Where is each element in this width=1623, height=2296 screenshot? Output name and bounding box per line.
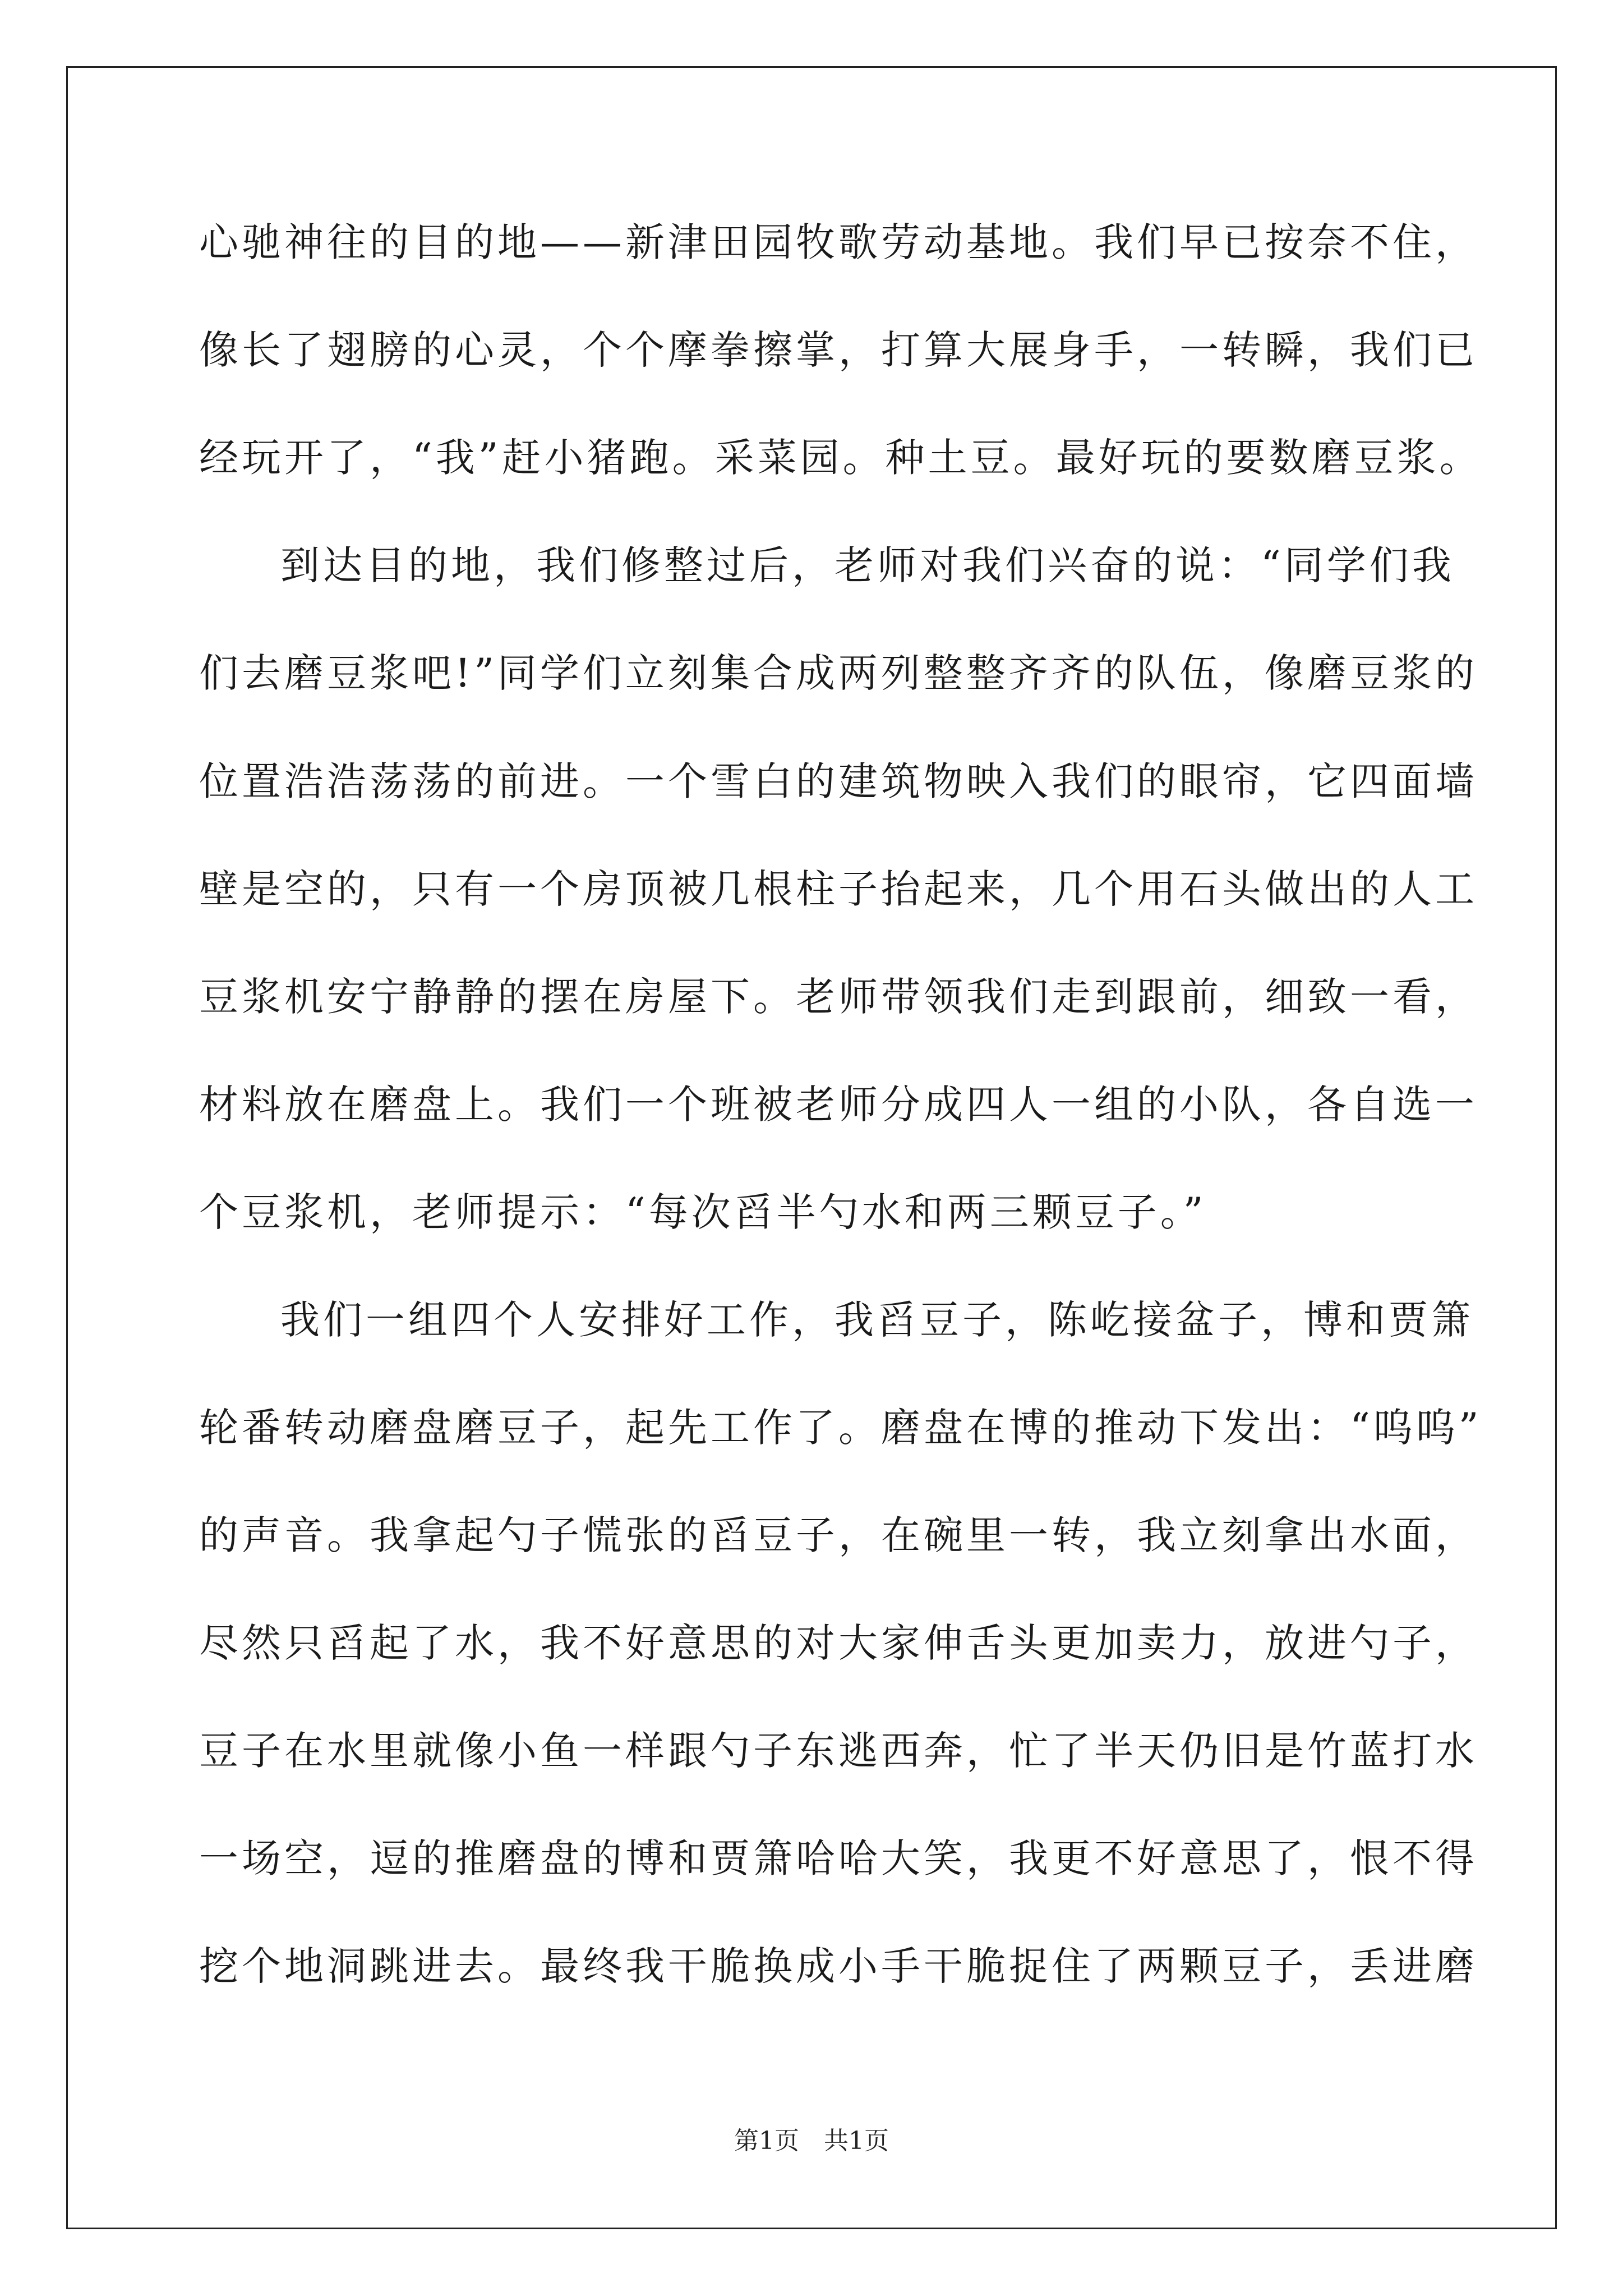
text-line: 们去磨豆浆吧!”同学们立刻集合成两列整整齐齐的队伍，像磨豆浆的 [199, 650, 1478, 696]
page-footer: 第1页 共1页 [734, 2127, 889, 2155]
text-line: 像长了翅膀的心灵，个个摩拳擦掌，打算大展身手，一转瞬，我们已 [199, 327, 1478, 373]
text-line: 豆子在水里就像小鱼一样跟勺子东逃西奔，忙了半天仍旧是竹蓝打水 [199, 1728, 1478, 1774]
text-line: 材料放在磨盘上。我们一个班被老师分成四人一组的小队，各自选一 [199, 1082, 1478, 1128]
text-line: 壁是空的，只有一个房顶被几根柱子抬起来，几个用石头做出的人工 [199, 866, 1478, 912]
text-line: 豆浆机安宁静静的摆在房屋下。老师带领我们走到跟前，细致一看， [199, 974, 1478, 1020]
text-line: 尽然只舀起了水，我不好意思的对大家伸舌头更加卖力，放进勺子， [199, 1620, 1478, 1666]
text-line: 的声音。我拿起勺子慌张的舀豆子，在碗里一转，我立刻拿出水面， [199, 1512, 1478, 1558]
text-line: 个豆浆机，老师提示：“每次舀半勺水和两三颗豆子。” [199, 1189, 1207, 1235]
text-line: 轮番转动磨盘磨豆子，起先工作了。磨盘在博的推动下发出：“呜呜” [199, 1405, 1482, 1451]
text-line: 心驰神往的目的地——新津田园牧歌劳动基地。我们早已按奈不住， [199, 219, 1478, 265]
paragraph-start-line: 到达目的地，我们修整过后，老师对我们兴奋的说：“同学们我 [280, 542, 1455, 588]
text-line: 挖个地洞跳进去。最终我干脆换成小手干脆捉住了两颗豆子，丢进磨 [199, 1943, 1478, 1989]
text-line: 位置浩浩荡荡的前进。一个雪白的建筑物映入我们的眼帘，它四面墙 [199, 758, 1478, 804]
page-border [66, 66, 1557, 2229]
paragraph-start-line: 我们一组四个人安排好工作，我舀豆子，陈屹接盆子，博和贾箫 [280, 1297, 1474, 1343]
text-line: 经玩开了，“我”赶小猪跑。采菜园。种土豆。最好玩的要数磨豆浆。 [199, 435, 1482, 481]
text-line: 一场空，逗的推磨盘的博和贾箫哈哈大笑，我更不好意思了，恨不得 [199, 1835, 1478, 1881]
